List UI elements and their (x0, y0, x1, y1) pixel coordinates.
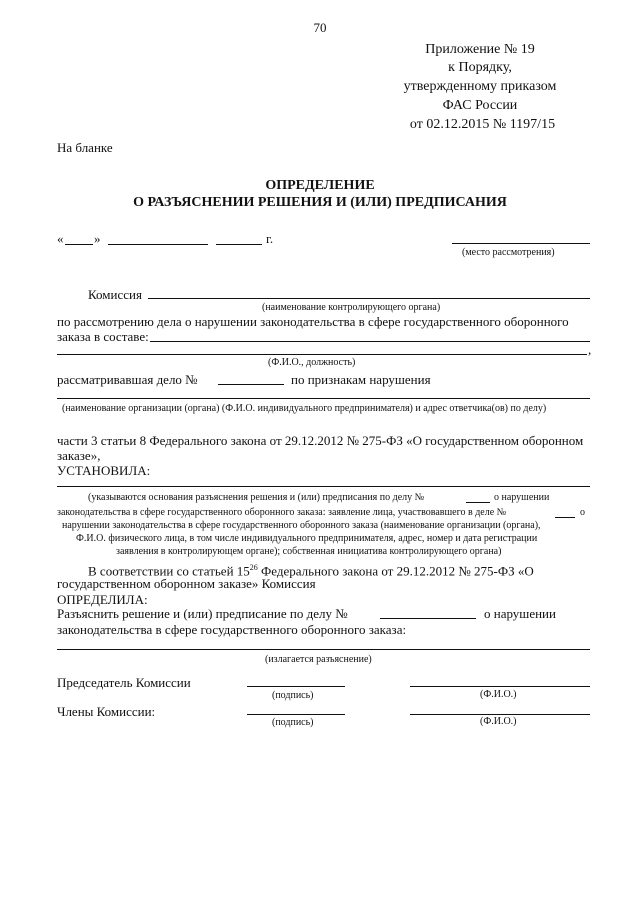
grounds-line-2b: о (580, 507, 585, 518)
grounds-line-1a: (указываются основания разъяснения решения и (или) предписания по делу № (88, 492, 425, 503)
explanation-caption: (излагается разъяснение) (265, 654, 372, 665)
members-fio-caption: (Ф.И.О.) (480, 716, 517, 727)
explain-line-2: законодательства в сфере государственного оборонного заказа: (57, 622, 407, 637)
header-line-4: ФАС России (442, 98, 518, 113)
composition-field-line-1 (150, 341, 590, 342)
year-suffix: г. (266, 231, 274, 246)
year-field-line (216, 244, 262, 245)
fio-position-caption: (Ф.И.О., должность) (268, 357, 356, 368)
chair-fio-caption: (Ф.И.О.) (480, 689, 517, 700)
case-number-field-line (218, 384, 284, 385)
composition-field-line-2 (57, 354, 587, 355)
accordance-line-2: государственном оборонном заказе» Комиссия (57, 576, 316, 591)
explain-case-field-line (380, 618, 476, 619)
day-field-line (65, 244, 93, 245)
accordance-part-2: Федерального закона от 29.12.2012 № 275-ФЗ «О (257, 563, 534, 579)
document-title-2: О РАЗЪЯСНЕНИИ РЕШЕНИЯ И (ИЛИ) ПРЕДПИСАНИЯ (133, 195, 507, 210)
grounds-participant-field-line (555, 517, 575, 518)
respondent-caption: (наименование организации (органа) (Ф.И.О. индивидуального предпринимателя) и адрес ответчика(ов) по делу) (62, 403, 547, 414)
chair-fio-line (410, 686, 590, 687)
grounds-line-2a: законодательства в сфере государственного оборонного заказа: заявление лица, участвовавшего в деле № (57, 507, 507, 518)
page-number: 70 (313, 20, 327, 35)
law-ref-line-1: части 3 статьи 8 Федерального закона от 29.12.2012 № 275-ФЗ «О государственном оборонном (57, 433, 584, 448)
month-field-line (108, 244, 208, 245)
on-blank-note: На бланке (57, 140, 113, 155)
established-heading: УСТАНОВИЛА: (57, 463, 151, 478)
header-line-2: к Порядку, (448, 60, 512, 75)
commission-text-2: заказа в составе: (57, 329, 149, 344)
grounds-field-line (57, 486, 590, 487)
case-label: рассматривавшая дело № (57, 372, 198, 387)
date-open-quote: « (57, 231, 64, 246)
grounds-line-5: заявления в контролирующем органе); собственная инициатива контролирующего органа) (116, 546, 502, 557)
grounds-line-3: нарушении законодательства в сфере государственного оборонного заказа (наименование организации (органа), (62, 520, 541, 531)
explain-line-1b: о нарушении (484, 606, 556, 621)
explain-line-1a: Разъяснить решение и (или) предписание по делу № (57, 606, 348, 621)
commission-label: Комиссия (88, 287, 142, 302)
members-label: Члены Комиссии: (57, 704, 156, 719)
commission-field-line (148, 298, 590, 299)
grounds-line-1b: о нарушении (494, 492, 550, 503)
chair-signature-line (247, 686, 345, 687)
commission-text-1: по рассмотрению дела о нарушении законодательства в сфере государственного оборонного (57, 314, 569, 329)
place-caption: (место рассмотрения) (462, 247, 555, 258)
grounds-case-field-line (466, 502, 490, 503)
header-line-3: утвержденному приказом (403, 79, 557, 94)
decided-heading: ОПРЕДЕЛИЛА: (57, 592, 148, 607)
members-fio-line (410, 714, 590, 715)
law-ref-line-2: заказе», (57, 448, 101, 463)
members-signature-caption: (подпись) (272, 717, 314, 728)
commission-caption: (наименование контролирующего органа) (262, 302, 441, 313)
accordance-part-1: В соответствии со статьей 15 (88, 563, 250, 579)
header-line-5: от 02.12.2015 № 1197/15 (409, 117, 556, 132)
composition-comma: , (588, 342, 592, 357)
respondent-field-line (57, 398, 590, 399)
explanation-field-line (57, 649, 590, 650)
header-line-1: Приложение № 19 (425, 42, 535, 57)
date-close-quote: » (94, 231, 101, 246)
chair-signature-caption: (подпись) (272, 690, 314, 701)
place-field-line (452, 243, 590, 244)
accordance-superscript: 26 (249, 563, 258, 572)
members-signature-line (247, 714, 345, 715)
chair-label: Председатель Комиссии (57, 675, 191, 690)
grounds-line-4: Ф.И.О. физического лица, в том числе индивидуального предпринимателя, адрес, номер и дата регистрации (76, 533, 538, 544)
document-title-1: ОПРЕДЕЛЕНИЕ (265, 178, 375, 193)
case-tail: по признакам нарушения (291, 372, 431, 387)
